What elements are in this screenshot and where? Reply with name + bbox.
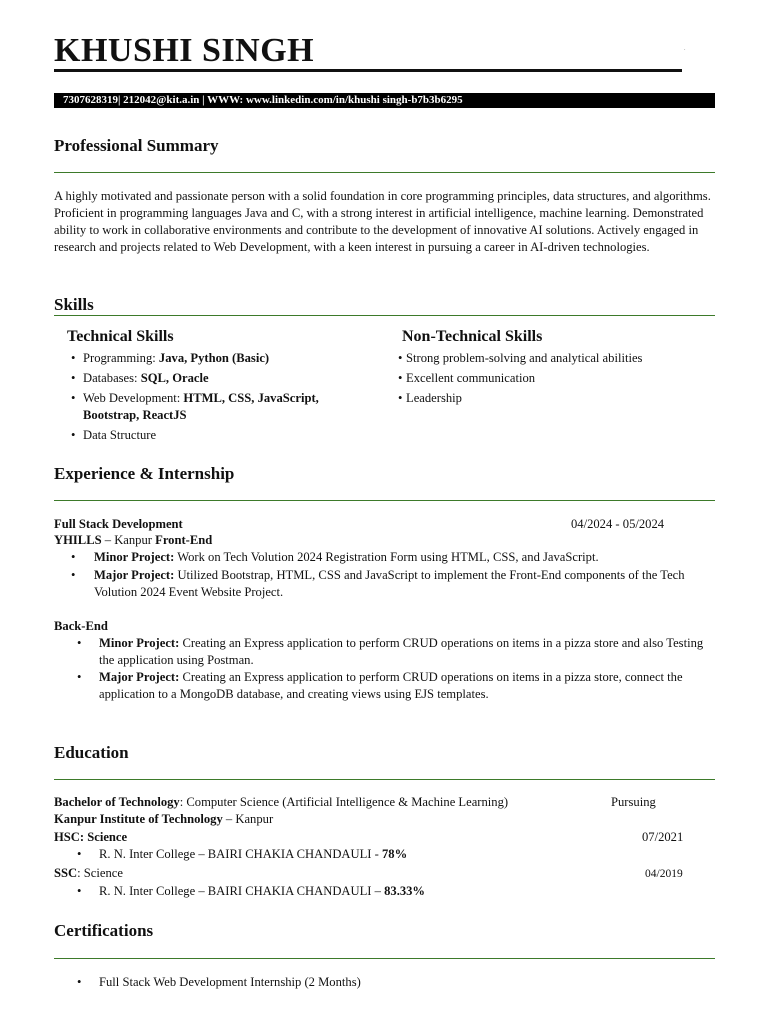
certifications-heading: Certifications xyxy=(54,921,154,940)
company-name: YHILLS xyxy=(54,533,102,547)
contact-bar: 7307628319| 212042@kit.a.in | WWW: www.linkedin.com/in/khushi singh-b7b3b6295 xyxy=(54,93,715,108)
frontend-minor-project: Minor Project: Work on Tech Volution 2024 Registration Form using HTML, CSS, and JavaScript. xyxy=(94,550,599,564)
summary-text: A highly motivated and passionate person with a solid foundation in core programming principles, data structures, and algorithms. Proficient in programming languages Java and C, with a strong interest in artificial intelligence, machine learning. Demonstrated ability to work in collaborative environments and contribute to the development of innovative AI solutions. Actively engaged in research and projects related to Web Development, with a keen interest in pursuing a career in AI-driven technologies. xyxy=(54,189,711,254)
ssc-date: 04/2019 xyxy=(645,868,683,880)
bullet: • xyxy=(77,975,82,989)
hsc-school: R. N. Inter College – BAIRI CHAKIA CHANDAULI - 78% xyxy=(99,847,408,861)
ssc-label: SSC: Science xyxy=(54,866,123,880)
summary-divider xyxy=(54,172,715,173)
skills-heading: Skills xyxy=(54,295,94,314)
education-divider xyxy=(54,779,715,780)
hsc-label: HSC: Science xyxy=(54,830,128,844)
skills-divider xyxy=(54,315,715,316)
bullet: • xyxy=(71,550,76,564)
list-item: • Excellent communication xyxy=(394,370,714,387)
list-item: • Programming: Java, Python (Basic) xyxy=(67,350,367,367)
experience-divider xyxy=(54,500,715,501)
candidate-name: KHUSHI SINGH xyxy=(54,32,315,69)
list-item: • Strong problem-solving and analytical abilities xyxy=(394,350,714,367)
backend-heading: Back-End xyxy=(54,619,108,633)
decorative-dot: . xyxy=(684,46,686,52)
list-item: • Web Development: HTML, CSS, JavaScript, Bootstrap, ReactJS xyxy=(67,390,367,424)
bullet: • xyxy=(77,636,82,650)
company-location: – Kanpur xyxy=(101,533,156,547)
experience-company-line xyxy=(54,532,212,549)
degree-line: Bachelor of Technology: Computer Science (Artificial Intelligence & Machine Learning) xyxy=(54,795,509,809)
frontend-major-project: Major Project: Utilized Bootstrap, HTML, CSS and JavaScript to implement the Front-End components of the Tech Volution 2024 Event Website Project. xyxy=(94,568,685,599)
degree-status: Pursuing xyxy=(611,795,656,809)
track-label: Front-End xyxy=(155,533,213,547)
list-item: • Data Structure xyxy=(67,427,367,444)
certifications-divider xyxy=(54,958,715,959)
experience-role: Full Stack Development xyxy=(54,517,183,531)
bullet: • xyxy=(77,884,82,898)
list-item: • Leadership xyxy=(394,390,714,407)
institute-line: Kanpur Institute of Technology – Kanpur xyxy=(54,812,274,826)
technical-skills-heading: Technical Skills xyxy=(67,328,174,345)
summary-heading: Professional Summary xyxy=(54,136,219,155)
bullet: • xyxy=(77,847,82,861)
backend-major-project: Major Project: Creating an Express application to perform CRUD operations on items in a pizza store, connect the application to a MongoDB database, and creating views using EJS templates. xyxy=(99,670,683,701)
nontechnical-skills-list xyxy=(394,350,714,410)
experience-dates: 04/2024 - 05/2024 xyxy=(571,517,665,531)
certification-item: Full Stack Web Development Internship (2 Months) xyxy=(99,975,361,989)
hsc-date: 07/2021 xyxy=(642,830,684,844)
list-item: • Databases: SQL, Oracle xyxy=(67,370,367,387)
nontechnical-skills-heading: Non-Technical Skills xyxy=(402,328,543,345)
bullet: • xyxy=(71,568,76,582)
bullet: • xyxy=(77,670,82,684)
backend-minor-project: Minor Project: Creating an Express application to perform CRUD operations on items in a pizza store and also Testing the application using Postman. xyxy=(99,636,704,667)
education-heading: Education xyxy=(54,743,129,762)
ssc-school: R. N. Inter College – BAIRI CHAKIA CHANDAULI – 83.33% xyxy=(99,884,426,898)
technical-skills-list xyxy=(67,350,367,447)
experience-heading: Experience & Internship xyxy=(54,464,235,483)
name-underline xyxy=(54,69,682,72)
